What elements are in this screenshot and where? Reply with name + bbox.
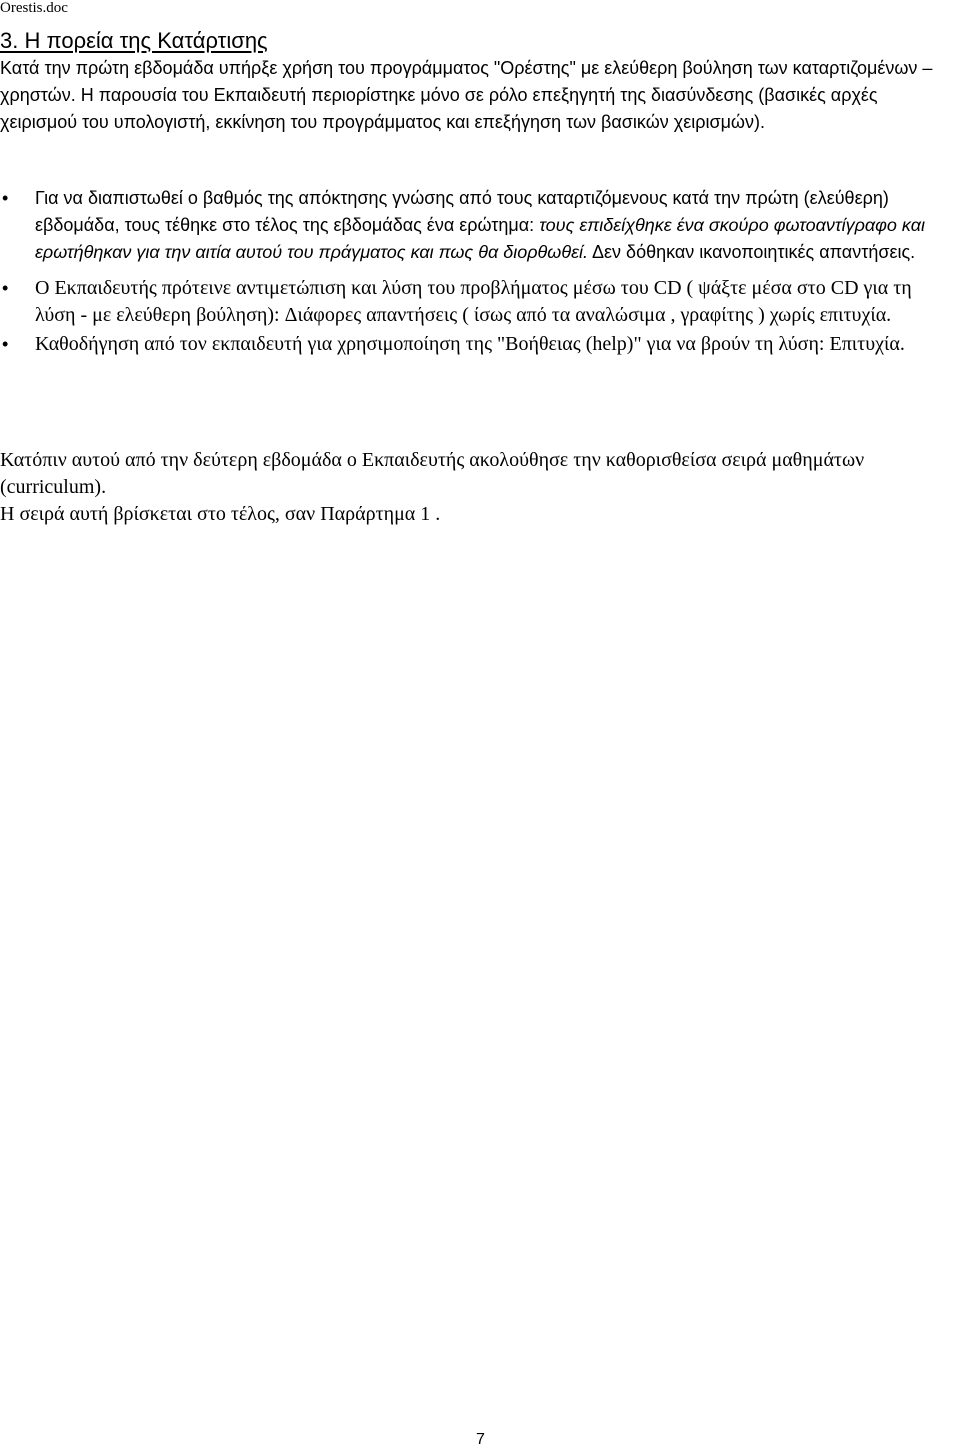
bullet-text: Ο Εκπαιδευτής πρότεινε αντιμετώπιση και λύση του προβλήματος μέσω του CD ( ψάξτε μέσα στο CD για τη λύση - με ελεύθερη βούληση): Διάφορες απαντήσεις ( ίσως από τα αναλώσιμα , γραφίτης ) χωρίς επιτυχία.	[35, 277, 912, 326]
closing-paragraph: Κατόπιν αυτού από την δεύτερη εβδομάδα ο Εκπαιδευτής ακολούθησε την καθορισθείσα σειρά μαθημάτων (curriculum).	[0, 449, 865, 498]
list-item	[0, 275, 950, 329]
bullet-marker: •	[2, 188, 9, 208]
list-item	[0, 331, 950, 358]
section-title: 3. Η πορεία της Κατάρτισης	[0, 28, 268, 53]
bullet-text: Για να διαπιστωθεί ο βαθμός της απόκτησης γνώσης από τους καταρτιζόμενους κατά την πρώτη (ελεύθερη) εβδομάδα, τους τέθηκε στο τέλος της εβδομάδας ένα ερώτημα:	[35, 188, 889, 235]
bullet-marker: •	[2, 334, 9, 354]
page-number: 7	[476, 1431, 485, 1448]
bullet-text: Καθοδήγηση από τον εκπαιδευτή για χρησιμοποίηση της "Βοήθειας (help)" για να βρούν τη λύση: Επιτυχία.	[35, 333, 905, 355]
list-item	[0, 185, 950, 266]
document-filename: Orestis.doc	[0, 0, 68, 16]
bullet-marker: •	[2, 278, 9, 298]
intro-paragraph: Κατά την πρώτη εβδομάδα υπήρξε χρήση του προγράμματος "Ορέστης" με ελεύθερη βούληση των καταρτιζομένων – χρηστών. Η παρουσία του Εκπαιδευτή περιορίστηκε μόνο σε ρόλο επεξηγητή της διασύνδεσης (βασικές αρχές χειρισμού του υπολογιστή, εκκίνηση του προγράμματος και επεξήγηση των βασικών χειρισμών).	[0, 58, 933, 132]
bullet-text: Δεν δόθηκαν ικανοποιητικές απαντήσεις.	[588, 242, 916, 262]
appendix-reference: Η σειρά αυτή βρίσκεται στο τέλος, σαν Παράρτημα 1 .	[0, 503, 441, 525]
bullet-text-italic: τους επιδείχθηκε ένα σκούρο φωτοαντίγραφο και ερωτήθηκαν για την αιτία αυτού του πράγματος και πως θα διορθωθεί.	[35, 215, 925, 262]
bullet-list	[0, 185, 950, 360]
